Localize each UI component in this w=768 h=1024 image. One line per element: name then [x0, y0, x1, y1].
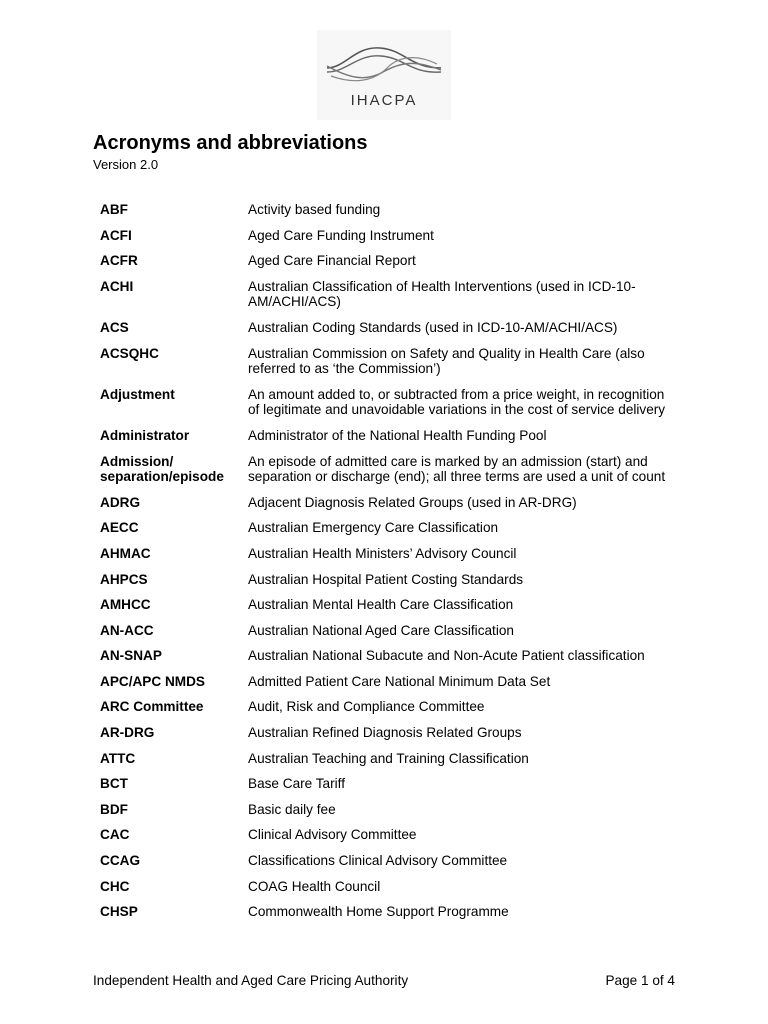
acronym-definition: Australian Teaching and Training Classification: [248, 750, 529, 766]
acronym-term: ACFR: [100, 253, 138, 269]
ihacpa-logo: [317, 30, 451, 120]
acronym-definition: COAG Health Council: [248, 878, 381, 894]
acronym-row: [93, 320, 683, 336]
acronym-definition: Australian Emergency Care Classification: [248, 520, 499, 536]
acronym-term: AMHCC: [100, 597, 151, 613]
acronym-definition: Australian Refined Diagnosis Related Groups: [248, 725, 522, 741]
acronym-term: CAC: [100, 827, 130, 843]
acronym-row: [93, 546, 683, 562]
acronym-row: [93, 279, 683, 310]
acronym-definition: An amount added to, or subtracted from a price weight, in recognition of legitimate and unavoidable variations in the cost of service delivery: [248, 386, 666, 418]
acronym-row: [93, 228, 683, 244]
acronym-row: [93, 387, 683, 418]
acronym-definition: Base Care Tariff: [248, 776, 345, 792]
acronym-row: [93, 674, 683, 690]
version-label: Version 2.0: [93, 157, 159, 172]
acronym-row: [93, 879, 683, 895]
acronym-row: [93, 725, 683, 741]
acronym-row: [93, 495, 683, 511]
page-number: Page 1 of 4: [605, 973, 675, 988]
acronym-term: Admission/ separation/episode: [100, 453, 224, 485]
acronym-term: ARC Committee: [100, 699, 204, 715]
acronym-row: [93, 827, 683, 843]
acronym-definition: Aged Care Financial Report: [248, 253, 416, 269]
acronym-definition: Audit, Risk and Compliance Committee: [248, 699, 485, 715]
acronym-definition: Australian Hospital Patient Costing Standards: [248, 571, 524, 587]
acronym-term: ADRG: [100, 494, 141, 510]
acronym-term: CHSP: [100, 904, 138, 920]
acronym-row: [93, 520, 683, 536]
acronym-term: Administrator: [100, 427, 190, 443]
acronym-definition: Australian Classification of Health Interventions (used in ICD-10-AM/ACHI/ACS): [248, 278, 636, 310]
acronym-definition: Basic daily fee: [248, 801, 336, 817]
acronym-table: [93, 202, 683, 930]
acronym-definition: Clinical Advisory Committee: [248, 827, 417, 843]
acronym-term: BCT: [100, 776, 128, 792]
acronym-definition: Admitted Patient Care National Minimum Data Set: [248, 673, 551, 689]
acronym-term: AN-SNAP: [100, 648, 162, 664]
acronym-definition: Australian Mental Health Care Classification: [248, 597, 514, 613]
acronym-term: ACSQHC: [100, 345, 159, 361]
acronym-row: [93, 751, 683, 767]
acronym-row: [93, 346, 683, 377]
acronym-definition: Aged Care Funding Instrument: [248, 227, 434, 243]
acronym-row: [93, 623, 683, 639]
acronym-definition: Commonwealth Home Support Programme: [248, 904, 509, 920]
acronym-term: ATTC: [100, 750, 136, 766]
acronym-row: [93, 572, 683, 588]
acronym-row: [93, 802, 683, 818]
acronym-row: [93, 699, 683, 715]
footer-organization: Independent Health and Aged Care Pricing Authority: [93, 973, 409, 988]
acronym-definition: Adjacent Diagnosis Related Groups (used in AR-DRG): [248, 494, 577, 510]
acronym-row: [93, 253, 683, 269]
acronym-term: AECC: [100, 520, 139, 536]
acronym-term: ACFI: [100, 227, 132, 243]
acronym-term: AHPCS: [100, 571, 148, 587]
acronym-term: ACS: [100, 319, 129, 335]
acronym-term: BDF: [100, 801, 128, 817]
acronym-definition: Activity based funding: [248, 202, 381, 217]
acronym-definition: Australian Health Ministers’ Advisory Council: [248, 545, 517, 561]
page-title: Acronyms and abbreviations: [93, 132, 368, 154]
acronym-row: [93, 648, 683, 664]
acronym-row: [93, 454, 683, 485]
acronym-row: [93, 853, 683, 869]
acronym-definition: Classifications Clinical Advisory Committee: [248, 853, 508, 869]
acronym-term: ACHI: [100, 278, 134, 294]
acronym-term: ABF: [100, 202, 128, 217]
logo-text: IHACPA: [350, 92, 418, 109]
wave-lines-icon: [325, 38, 443, 88]
acronym-term: APC/APC NMDS: [100, 673, 205, 689]
acronym-term: CCAG: [100, 853, 141, 869]
acronym-definition: Australian National Subacute and Non-Acute Patient classification: [248, 648, 645, 664]
acronym-definition: Administrator of the National Health Funding Pool: [248, 427, 547, 443]
acronym-row: [93, 904, 683, 920]
acronym-term: Adjustment: [100, 386, 175, 402]
acronym-row: [93, 202, 683, 218]
acronym-definition: An episode of admitted care is marked by an admission (start) and separation or discharge (end); all three terms are used a unit of count: [248, 453, 666, 485]
acronym-definition: Australian National Aged Care Classification: [248, 622, 514, 638]
acronym-definition: Australian Coding Standards (used in ICD-10-AM/ACHI/ACS): [248, 319, 618, 335]
acronym-term: CHC: [100, 878, 130, 894]
acronym-row: [93, 776, 683, 792]
acronym-row: [93, 428, 683, 444]
acronym-term: AR-DRG: [100, 725, 155, 741]
acronym-term: AN-ACC: [100, 622, 154, 638]
acronym-term: AHMAC: [100, 545, 151, 561]
acronym-definition: Australian Commission on Safety and Quality in Health Care (also referred to as ‘the Commission’): [248, 345, 645, 377]
acronym-row: [93, 597, 683, 613]
